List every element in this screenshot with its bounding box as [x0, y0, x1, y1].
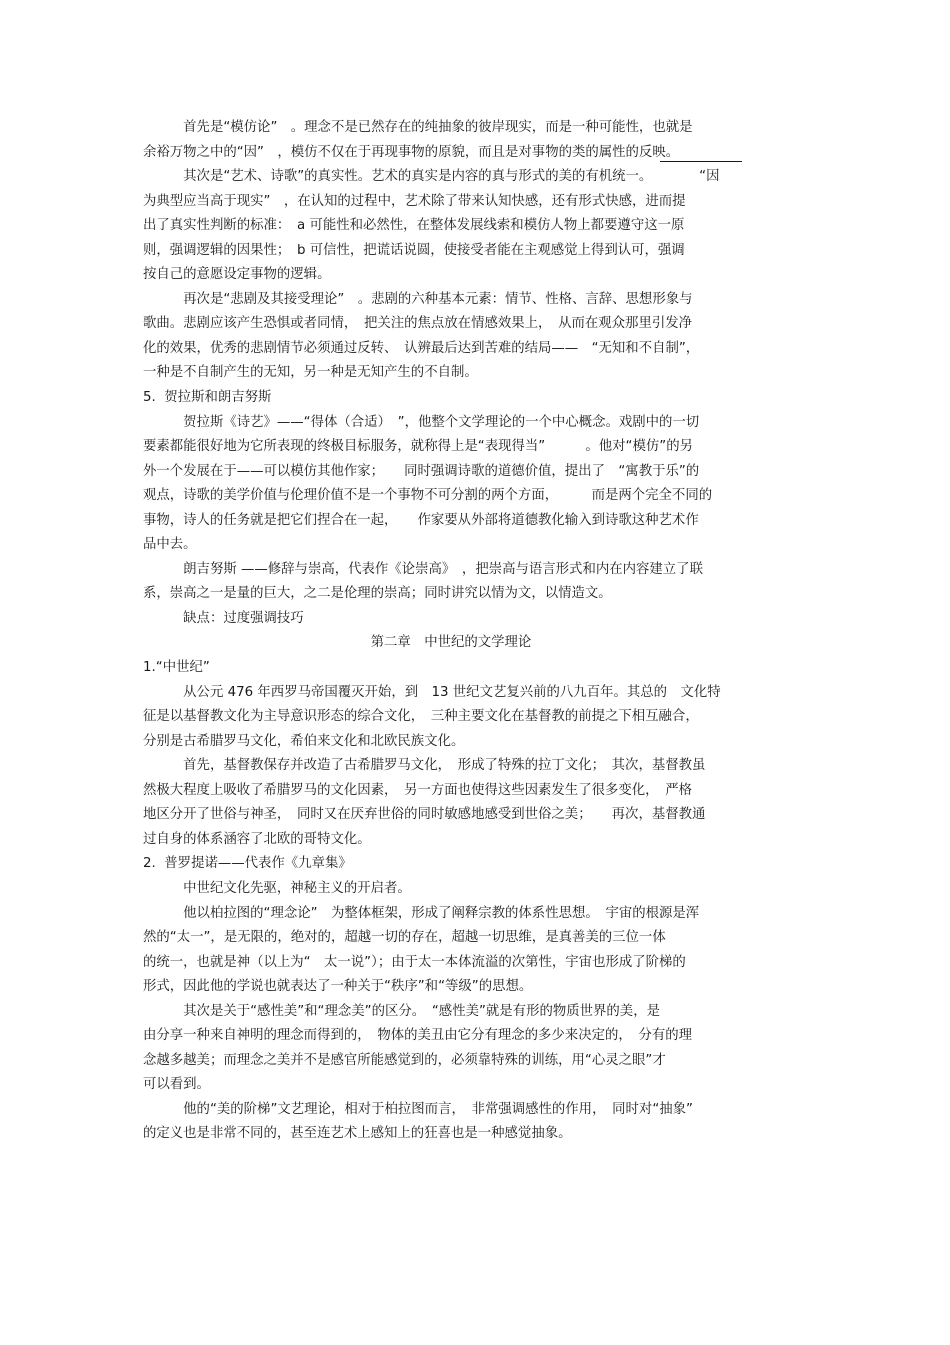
section-heading: 2. 普罗提诺——代表作《九章集》	[143, 856, 352, 872]
text-line: 为典型应当高于现实” ，在认知的过程中，艺术除了带来认知快感，还有形式快感，进而提	[143, 193, 686, 209]
body-text	[143, 116, 808, 1147]
text-line: 形式，因此他的学说也就表达了一种关于“秩序”和“等级”的思想。	[143, 979, 533, 995]
text-line: 要素都能很好地为它所表现的终极目标服务，就称得上是“表现得当” 。他对“模仿”的另	[143, 439, 693, 455]
text-line: 余裕万物之中的“因” ，模仿不仅在于再现事物的原貌，而且是对事物的类的属性的反映。	[143, 144, 680, 160]
text-line: 的统一，也就是神（以上为“ 太一说”）；由于太一本体流溢的次第性，宇宙也形成了阶梯的	[143, 954, 686, 970]
text-line: 则，强调逻辑的因果性； b 可信性，把谎话说圆，使接受者能在主观感觉上得到认可，强调	[143, 242, 685, 258]
text-line: 地区分开了世俗与神圣， 同时又在厌弃世俗的同时敏感地感受到世俗之美； 再次，基督教通	[143, 807, 706, 823]
text-line: 从公元 476 年西罗马帝国覆灭开始，到 13 世纪文艺复兴前的八九百年。其总的 文化特	[143, 684, 721, 700]
text-line: 外一个发展在于——可以模仿其他作家； 同时强调诗歌的道德价值，提出了 “寓教于乐”的	[143, 463, 700, 479]
underline-mark	[660, 161, 742, 162]
text-line: 然极大程度上吸收了希腊罗马的文化因素， 另一方面也使得这些因素发生了很多变化， 严格	[143, 782, 693, 798]
text-line: 歌曲。悲剧应该产生恐惧或者同情， 把关注的焦点放在情感效果上， 从而在观众那里引发净	[143, 316, 693, 332]
text-line: 贺拉斯《诗艺》——“得体（合适） ”，他整个文学理论的一个中心概念。戏剧中的一切	[143, 414, 700, 430]
text-line: 出了真实性判断的标准： a 可能性和必然性，在整体发展线索和模仿人物上都要遵守这一原	[143, 218, 685, 234]
text-line: 首先是“模仿论” 。理念不是已然存在的纯抽象的彼岸现实，而是一种可能性，也就是	[143, 120, 693, 135]
text-line: 可以看到。	[143, 1077, 210, 1093]
text-line: 事物，诗人的任务就是把它们捏合在一起， 作家要从外部将道德教化输入到诗歌这种艺术作	[143, 512, 699, 528]
text-line: 他的“美的阶梯”文艺理论，相对于柏拉图而言， 非常强调感性的作用， 同时对“抽象”	[143, 1101, 693, 1117]
text-line: 由分享一种来自神明的理念而得到的， 物体的美丑由它分有理念的多少来决定的， 分有的理	[143, 1028, 693, 1044]
text-line: 念越多越美；而理念之美并不是感官所能感觉到的，必须靠特殊的训练，用“心灵之眼”才	[143, 1052, 666, 1068]
text-line: 其次是关于“感性美”和“理念美”的区分。 “感性美”就是有形的物质世界的美，是	[143, 1003, 660, 1019]
text-line: 然的“太一”，是无限的，绝对的，超越一切的存在，超越一切思维，是真善美的三位一体	[143, 930, 666, 946]
text-line: 首先，基督教保存并改造了古希腊罗马文化， 形成了特殊的拉丁文化； 其次，基督教虽	[143, 758, 706, 774]
text-line: 中世纪文化先驱，神秘主义的开启者。	[143, 880, 411, 896]
text-line: 其次是“艺术、诗歌”的真实性。艺术的真实是内容的真与形式的美的有机统一。 “因	[143, 169, 720, 185]
text-line: 缺点：过度强调技巧	[143, 610, 304, 626]
text-line: 分别是古希腊罗马文化，希伯来文化和北欧民族文化。	[143, 733, 465, 749]
text-line: 过自身的体系涵容了北欧的哥特文化。	[143, 831, 371, 847]
text-line: 的定义也是非常不同的，甚至连艺术上感知上的狂喜也是一种感觉抽象。	[143, 1126, 572, 1142]
text-line: 朗吉努斯 ——修辞与崇高，代表作《论崇高》 ，把崇高与语言形式和内在内容建立了联	[143, 561, 703, 577]
text-line: 品中去。	[143, 537, 197, 553]
text-line: 系，崇高之一是量的巨大，之二是伦理的崇高；同时讲究以情为文，以情造文。	[143, 586, 612, 602]
section-heading: 5. 贺拉斯和朗吉努斯	[143, 390, 272, 406]
text-line: 按自己的意愿设定事物的逻辑。	[143, 267, 331, 283]
text-line: 观点，诗歌的美学价值与伦理价值不是一个事物不可分割的两个方面， 而是两个完全不同的	[143, 488, 713, 504]
text-line: 再次是“悲剧及其接受理论” 。悲剧的六种基本元素：情节、性格、言辞、思想形象与	[143, 291, 693, 307]
text-line: 他以柏拉图的“理念论” 为整体框架，形成了阐释宗教的体系性思想。 宇宙的根源是浑	[143, 905, 700, 921]
text-line: 一种是不自制产生的无知，另一种是无知产生的不自制。	[143, 365, 478, 381]
section-heading: 1.“中世纪”	[143, 660, 210, 676]
text-line: 化的效果，优秀的悲剧情节必须通过反转、 认辨最后达到苦难的结局—— “无知和不自制”，	[143, 340, 700, 356]
text-line: 征是以基督教文化为主导意识形态的综合文化， 三种主要文化在基督教的前提之下相互融合，	[143, 709, 699, 725]
chapter-title: 第二章 中世纪的文学理论	[143, 635, 532, 651]
